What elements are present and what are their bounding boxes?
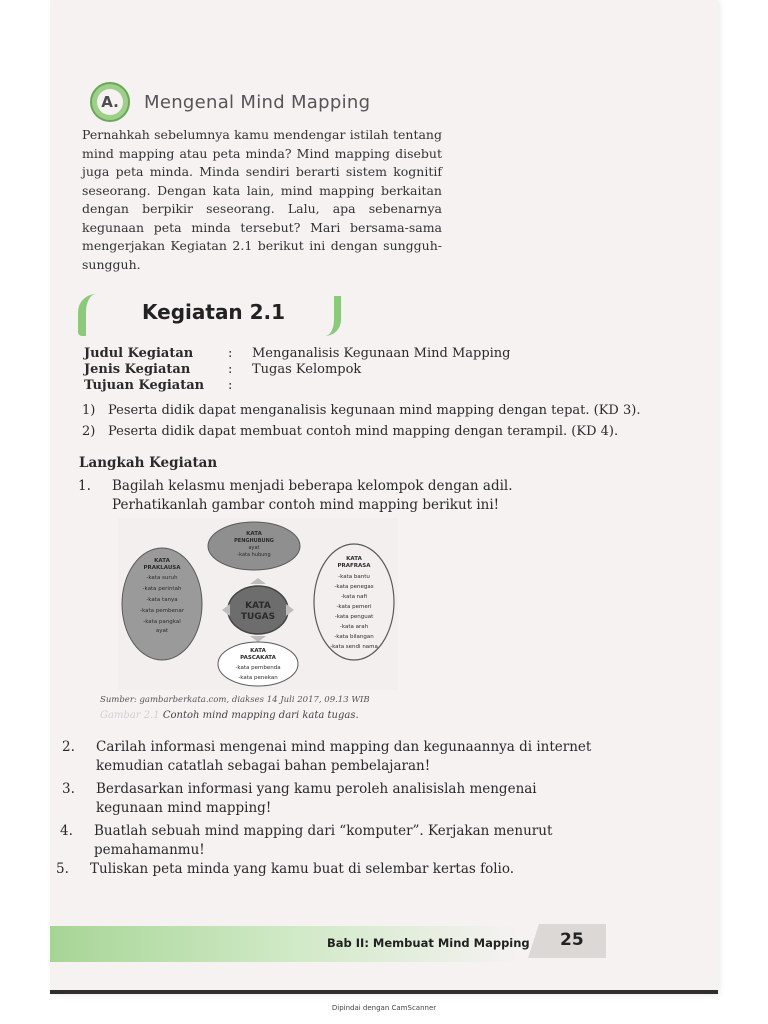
- svg-text:ayat: ayat: [155, 628, 169, 634]
- svg-text:-kata perintah: -kata perintah: [142, 586, 182, 592]
- step-item: 4. Buatlah sebuah mind mapping dari “komputer”. Kerjakan menurut pemahamanmu!: [60, 823, 553, 858]
- meta-key: Judul Kegiatan: [84, 346, 194, 361]
- activity-header: [78, 294, 348, 338]
- meta-key: Tujuan Kegiatan: [84, 378, 205, 393]
- objective-item: 2) Peserta didik dapat membuat contoh mind mapping dengan terampil. (KD 4).: [82, 424, 619, 439]
- step-item: 3. Berdasarkan informasi yang kamu peroleh analisislah mengenai kegunaan mind mapping!: [62, 781, 537, 816]
- svg-text:-kata nafi: -kata nafi: [340, 594, 368, 600]
- svg-text:-kata arah: -kata arah: [339, 624, 369, 630]
- svg-text:KATA: KATA: [346, 556, 362, 562]
- page-edge: [50, 990, 718, 994]
- figure-source: Sumber: gambarberkata.com, diakses 14 Juli 2017, 09.13 WIB: [100, 695, 370, 705]
- objective-item: 1) Peserta didik dapat menganalisis kegunaan mind mapping dengan tepat. (KD 3).: [82, 403, 641, 418]
- svg-text:-kata pemeri: -kata pemeri: [336, 604, 372, 610]
- step-item: 2. Carilah informasi mengenai mind mapping dan kegunaannya di internet kemudian catatlah sebagai bahan pembelajaran!: [62, 739, 592, 774]
- svg-text:-kata sendi nama: -kata sendi nama: [330, 644, 378, 650]
- bracket-left-decoration: [78, 294, 100, 336]
- svg-text:PRAFRASA: PRAFRASA: [337, 563, 371, 569]
- meta-key: Jenis Kegiatan: [84, 362, 191, 377]
- activity-title: Kegiatan 2.1: [142, 300, 286, 324]
- figure-label: Gambar 2.1: [100, 710, 160, 721]
- steps-heading: Langkah Kegiatan: [79, 455, 218, 471]
- activity-meta: [84, 346, 511, 394]
- meta-row: Tujuan Kegiatan :: [84, 378, 233, 393]
- svg-text:-kata penguat: -kata penguat: [334, 614, 374, 620]
- mindmap-center-label: KATA: [245, 601, 271, 611]
- svg-text:-kata tanya: -kata tanya: [146, 597, 178, 603]
- svg-text:-kata bilangan: -kata bilangan: [334, 634, 374, 640]
- svg-text:PRAKLAUSA: PRAKLAUSA: [143, 565, 181, 571]
- step-item: 1. Bagilah kelasmu menjadi beberapa kelompok dengan adil. Perhatikanlah gambar contoh mind mapping berikut ini!: [78, 478, 513, 513]
- section-title: Mengenal Mind Mapping: [144, 91, 371, 113]
- svg-text:KATA: KATA: [154, 558, 170, 564]
- page-number: 25: [560, 930, 584, 950]
- svg-text:-kata hubung: -kata hubung: [237, 552, 271, 558]
- svg-text:-kata penekan: -kata penekan: [238, 675, 278, 681]
- svg-text:-kata bantu: -kata bantu: [338, 574, 370, 580]
- svg-text:-kata pembenda: -kata pembenda: [235, 665, 281, 671]
- svg-text:-kata pangkal: -kata pangkal: [143, 619, 181, 625]
- svg-text:ayat: ayat: [248, 545, 260, 551]
- mindmap-center-label: TUGAS: [240, 612, 276, 622]
- svg-text:KATA: KATA: [250, 648, 266, 654]
- svg-text:-kata penegas: -kata penegas: [334, 584, 374, 590]
- svg-text:PASCAKATA: PASCAKATA: [240, 655, 276, 661]
- figure-caption: [100, 710, 359, 721]
- figure-caption-text: Contoh mind mapping dari kata tugas.: [162, 710, 359, 721]
- mind-map-figure: [118, 518, 398, 690]
- intro-paragraph: Pernahkah sebelumnya kamu mendengar istilah tentang mind mapping atau peta minda? Mind mapping disebut juga peta minda. Minda sendiri berarti sistem kognitif seseorang. Dengan kata lain, mind mapping berkaitan dengan berpikir seseorang. Lalu, apa sebenarnya kegunaan peta minda tersebut? Mari bersama-sama mengerjakan Kegiatan 2.1 berikut ini dengan sungguh-sungguh.: [82, 127, 442, 272]
- bracket-right-decoration: [322, 296, 341, 336]
- scanner-watermark: Dipindai dengan CamScanner: [331, 1004, 437, 1012]
- section-header: [90, 82, 370, 122]
- section-badge: A.: [90, 82, 130, 122]
- svg-text:KATA: KATA: [246, 531, 262, 537]
- meta-row: Jenis Kegiatan : Tugas Kelompok: [84, 362, 362, 377]
- meta-row: Judul Kegiatan : Menganalisis Kegunaan Mind Mapping: [84, 346, 511, 361]
- svg-text:PENGHUBUNG: PENGHUBUNG: [234, 538, 274, 544]
- svg-text:-kata suruh: -kata suruh: [146, 575, 178, 581]
- step-item: 5. Tuliskan peta minda yang kamu buat di selembar kertas folio.: [56, 861, 515, 877]
- svg-text:-kata pembenar: -kata pembenar: [140, 608, 184, 614]
- meta-value: Tugas Kelompok: [252, 362, 362, 377]
- chapter-footer: Bab II: Membuat Mind Mapping: [327, 936, 530, 950]
- meta-value: Menganalisis Kegunaan Mind Mapping: [252, 346, 511, 361]
